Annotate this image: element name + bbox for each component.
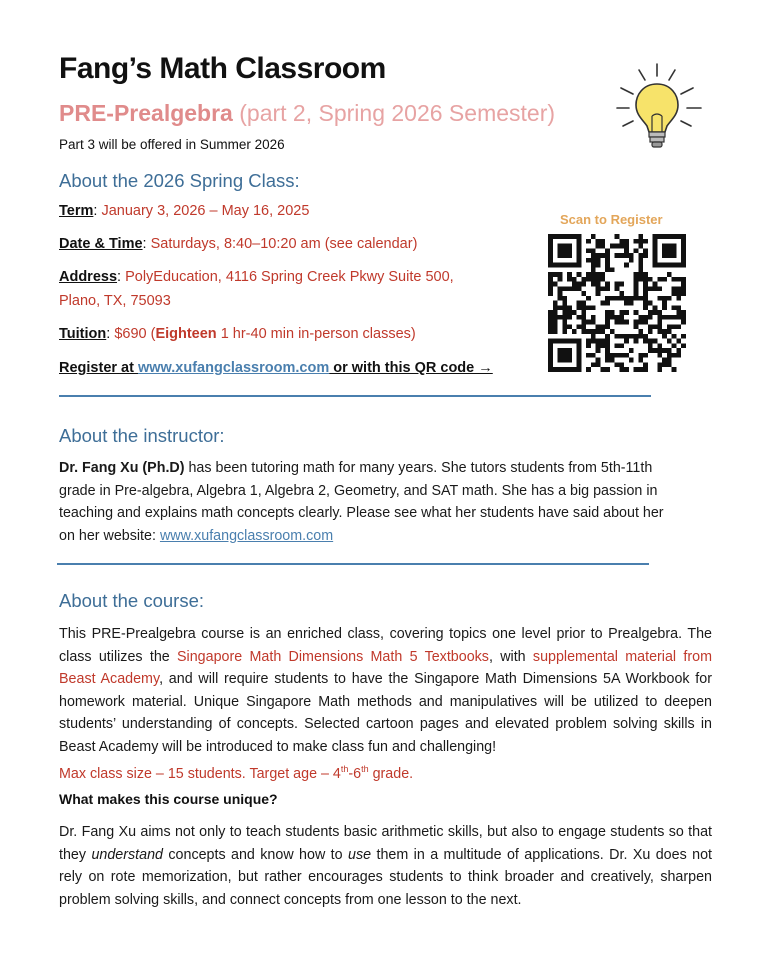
instructor-text-2: grade in Pre-algebra, Algebra 1, Algebra 2, Geometry, and SAT math. She has a big passion in [59,482,658,499]
term-label: Term [59,203,94,219]
tuition-detail: 1 hr-40 min in-person classes) [216,326,416,342]
emphasis-understand: understand [91,846,163,863]
supplemental-material: supplemental material from Beast Academy [59,648,712,687]
instructor-text-3: teaching and explains math concepts clearly. Please see what her students have said about her [59,505,664,521]
unique-text-b: concepts and know how to [162,846,349,863]
course-subtitle [59,100,555,127]
register-link[interactable]: www.xufangclassroom.com [137,360,330,376]
class-size-text: Max class size – 15 students. Target age – 4 [59,765,341,782]
tuition-count: Eighteen [155,326,217,342]
course-name: PRE-Prealgebra [59,100,233,126]
course-heading: About the course: [59,590,205,611]
term-value: January 3, 2026 – May 16, 2025 [101,203,310,219]
divider-1 [59,395,651,397]
unique-text-a: Dr. Fang Xu aims not only to teach students basic arithmetic skills, but also to engage students so that they [59,824,712,863]
textbook-name: Singapore Math Dimensions Math 5 Textbooks [177,648,489,665]
divider-2 [57,563,649,565]
spring-class-heading: About the 2026 Spring Class: [59,170,300,191]
tuition-row: Tuition: $690 (Eighteen 1 hr-40 min in-person classes) [59,326,416,342]
address-row: Address: PolyEducation, 4116 Spring Creek Pkwy Suite 500, [59,269,454,285]
datetime-value: Saturdays, 8:40–10:20 am (see calendar) [150,236,418,252]
instructor-text-1: has been tutoring math for many years. She tutors students from 5th-11th [184,460,653,476]
qr-label: Scan to Register [560,212,663,227]
unique-text-c: them in a multitude of applications. Dr. Xu does not rely on rote memorization, but rather encourages students to think broader and creatively, sharpen problem solving skills, and connect concepts from one lesson to the next. [59,846,713,908]
unique-heading: What makes this course unique? [59,791,278,807]
datetime-label: Date & Time [59,236,143,252]
emphasis-use: use [348,846,372,863]
website-link[interactable]: www.xufangclassroom.com [159,527,334,544]
address-line1: PolyEducation, 4116 Spring Creek Pkwy Suite 500, [125,269,454,285]
grade-suffix: grade. [368,765,414,782]
term-row: Term: January 3, 2026 – May 16, 2025 [59,203,310,219]
sup-th-2: th [361,764,369,774]
grade-range: -6 [348,765,362,782]
sup-th-1: th [340,764,349,774]
part3-note: Part 3 will be offered in Summer 2026 [59,137,285,152]
register-prefix: Register at [59,360,138,376]
semester-text: (part 2, Spring 2026 Semester) [232,100,556,126]
tuition-label: Tuition [59,326,107,342]
instructor-name: Dr. Fang Xu (Ph.D) [59,460,185,476]
course-paragraph [59,623,712,785]
address-label: Address [59,269,118,285]
course-text-c: , and will require students to have the Singapore Math Dimensions 5A Workbook for homework material. Unique Singapore Math methods and manipulatives will be utilized to deepen students’ understanding of concepts. Selected cartoon pages and elevated problem solving skills in Beast Academy will be introduced to make class fun and challenging! [59,671,712,755]
course-text-a: This PRE-Prealgebra course is an enriched class, covering topics one level prior to Prealgebra. The class utilizes the [59,626,712,665]
class-size-line [59,758,712,785]
course-text-b: , with [488,648,533,665]
address-line2: Plano, TX, 75093 [59,293,171,309]
page-title: Fang’s Math Classroom [59,52,386,85]
unique-paragraph [59,821,712,911]
lightbulb-icon [615,62,705,159]
instructor-paragraph [59,457,712,547]
instructor-heading: About the instructor: [59,425,225,446]
register-row [59,360,493,376]
qr-code-icon[interactable] [548,234,686,377]
tuition-price: $690 ( [114,326,156,342]
instructor-text-4: on her website: [59,527,160,544]
register-suffix: or with this QR code → [329,360,493,376]
datetime-row: Date & Time: Saturdays, 8:40–10:20 am (see calendar) [59,236,418,252]
